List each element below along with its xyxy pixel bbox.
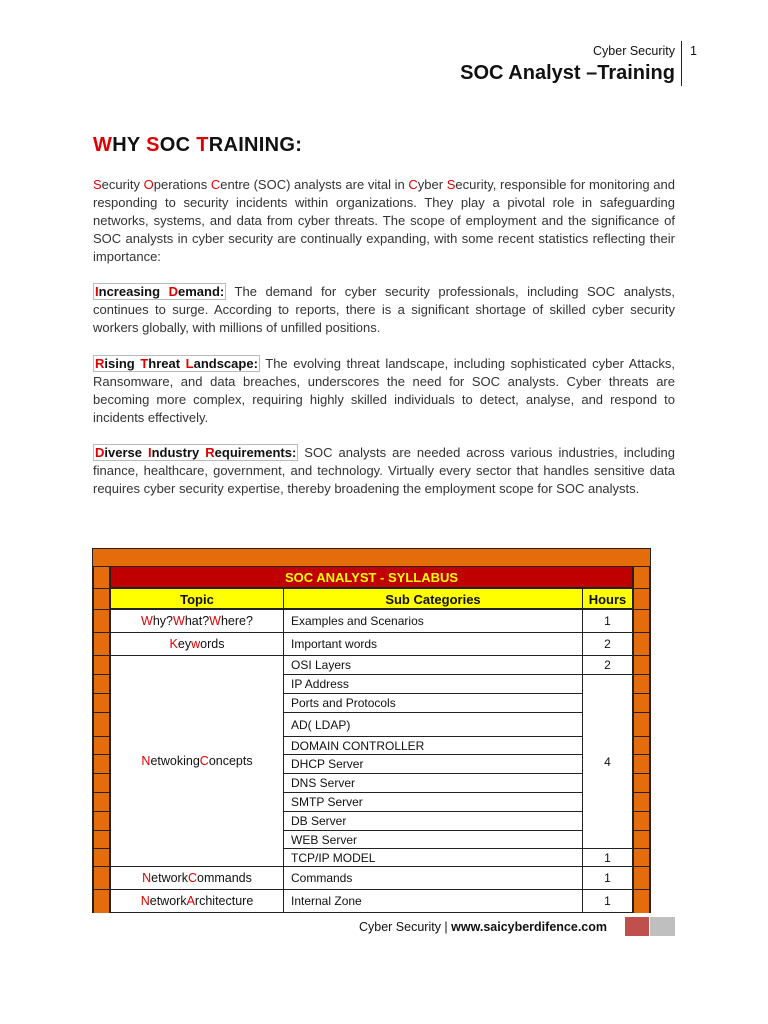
table-margin-cell (93, 830, 110, 848)
table-margin-cell (93, 588, 110, 609)
table-left-margin (93, 566, 110, 913)
col-header-topic: Topic (110, 588, 284, 609)
hours-cell: 1 (582, 889, 633, 913)
subcategory-cell: DHCP Server (283, 754, 583, 774)
table-margin-cell (93, 754, 110, 773)
header-section: Cyber Security (593, 44, 675, 58)
industry-label: Diverse Industry Requirements: (95, 445, 297, 460)
subcategory-cell: Commands (283, 866, 583, 890)
subcategory-cell: AD( LDAP) (283, 712, 583, 737)
table-margin-cell (93, 566, 110, 588)
page-number: 1 (690, 44, 697, 58)
hours-cell: 2 (582, 632, 633, 656)
topic-cell: K ey w ords (110, 632, 284, 656)
footer-accent-red (625, 917, 649, 936)
topic-cell: N etwoking C oncepts (110, 655, 284, 867)
table-margin-cell (633, 674, 650, 693)
hours-cell: 1 (582, 848, 633, 867)
table-margin-cell (633, 736, 650, 754)
subcategory-cell: DB Server (283, 811, 583, 831)
table-margin-cell (633, 792, 650, 811)
table-margin-cell (93, 848, 110, 866)
table-margin-cell (633, 811, 650, 830)
table-margin-cell (633, 773, 650, 792)
industry-paragraph: Diverse Industry Requirements: SOC analysts are needed across various industries, including finance, healthcare, government, and technology. Virtually every sector that handles sensitive data requires cyber security expertise, thereby broadening the employment scope for SOC analysts. (93, 445, 676, 496)
subcategory-cell: OSI Layers (283, 655, 583, 675)
topic-cell: N etwork C ommands (110, 866, 284, 890)
table-margin-cell (633, 712, 650, 736)
table-margin-cell (633, 866, 650, 889)
table-margin-cell (93, 632, 110, 655)
table-margin-cell (93, 609, 110, 632)
footer-accent-gray (650, 917, 675, 936)
table-margin-cell (633, 889, 650, 913)
table-margin-cell (93, 811, 110, 830)
subcategory-cell: WEB Server (283, 830, 583, 849)
syllabus-title: SOC ANALYST - SYLLABUS (110, 566, 633, 588)
demand-paragraph: Increasing Demand: The demand for cyber security professionals, including SOC analysts, continues to surge. According to reports, there is a significant shortage of skilled cyber security workers globally, with millions of unfilled positions. (93, 284, 675, 335)
table-margin-cell (633, 632, 650, 655)
table-margin-cell (633, 566, 650, 588)
subcategory-cell: DOMAIN CONTROLLER (283, 736, 583, 755)
header-divider (681, 41, 682, 86)
table-margin-cell (93, 712, 110, 736)
subcategory-cell: DNS Server (283, 773, 583, 793)
footer-url[interactable]: www.saicyberdifence.com (451, 920, 607, 934)
subcategory-cell: Internal Zone (283, 889, 583, 913)
subcategory-cell: Examples and Scenarios (283, 609, 583, 633)
table-margin-cell (633, 588, 650, 609)
subcategory-cell: IP Address (283, 674, 583, 694)
hours-cell: 1 (582, 866, 633, 890)
table-margin-cell (633, 754, 650, 773)
subcategory-cell: SMTP Server (283, 792, 583, 812)
subcategory-cell: TCP/IP MODEL (283, 848, 583, 867)
col-header-hours: Hours (582, 588, 633, 609)
section-heading: WHY SOC TRAINING: (93, 134, 303, 156)
table-margin-cell (93, 693, 110, 712)
table-margin-cell (93, 792, 110, 811)
table-margin-cell (633, 609, 650, 632)
hours-cell: 4 (582, 674, 633, 849)
hours-cell: 2 (582, 655, 633, 675)
subcategory-cell: Important words (283, 632, 583, 656)
table-margin-cell (93, 889, 110, 913)
subcategory-cell: Ports and Protocols (283, 693, 583, 713)
table-margin-cell (633, 830, 650, 848)
topic-cell: W hy? W hat? W here? (110, 609, 284, 633)
threat-paragraph: Rising Threat Landscape: The evolving threat landscape, including sophisticated cyber Attacks, Ransomware, and data breaches, underscores the need for SOC analysts. Cyber threats are becoming more complex, requiring highly skilled individuals to detect, analyse, and respond to incidents effectively. (93, 356, 676, 425)
demand-label: Increasing Demand: (95, 284, 225, 299)
footer: Cyber Security | www.saicyberdifence.com (358, 920, 607, 934)
threat-label: Rising Threat Landscape: (95, 356, 258, 371)
table-margin-cell (93, 866, 110, 889)
document-title: SOC Analyst –Training (460, 62, 675, 84)
table-margin-cell (633, 848, 650, 866)
table-margin-cell (93, 674, 110, 693)
table-right-margin (633, 566, 650, 913)
hours-cell: 1 (582, 609, 633, 633)
table-margin-cell (633, 693, 650, 712)
table-margin-cell (93, 736, 110, 754)
table-margin-cell (93, 773, 110, 792)
intro-paragraph: Security Operations Centre (SOC) analysts are vital in Cyber Security, responsible for monitoring and responding to security incidents within organizations. They play a pivotal role in safeguarding networks, systems, and data from cyber threats. The scope of employment and the significance of SOC analysts in cyber security are continually expanding, with some recent statistics reflecting their importance: (93, 177, 676, 264)
table-margin-cell (93, 655, 110, 674)
col-header-sub: Sub Categories (283, 588, 583, 609)
topic-cell: N etwork A rchitecture (110, 889, 284, 913)
table-margin-cell (633, 655, 650, 674)
